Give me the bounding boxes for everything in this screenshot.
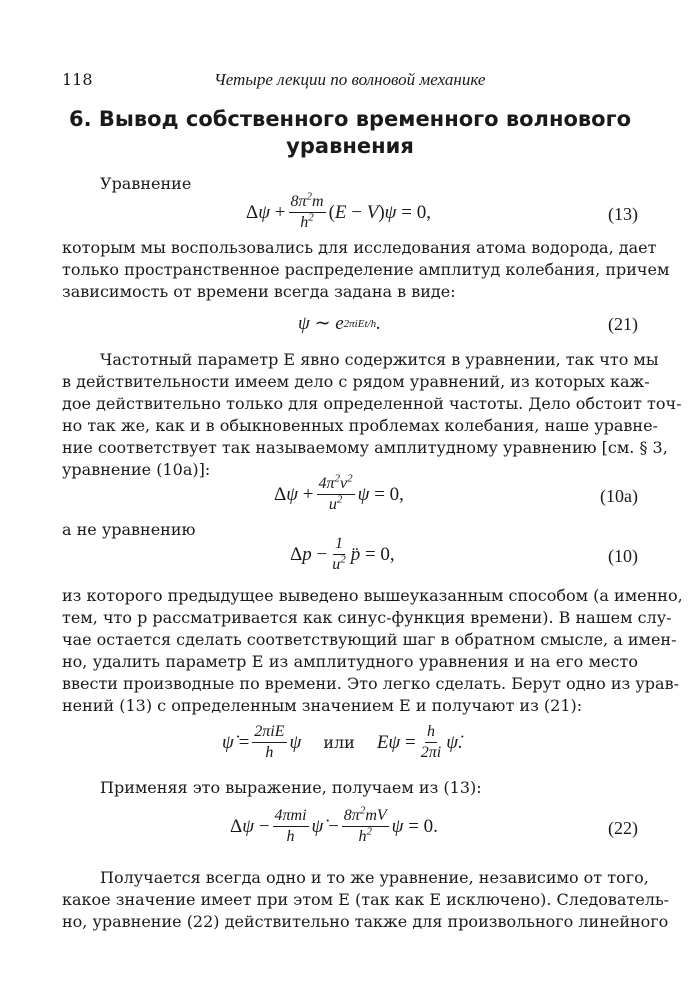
text-line: а не уравнению [62, 520, 196, 539]
text-line: но так же, как и в обыкновенных проблемах колебания, наше уравне- [62, 416, 658, 435]
section-title [62, 106, 638, 160]
equation-13-tag: (13) [608, 204, 638, 224]
text-line: дое действительно только для определенной частоты. Дело обстоит точ- [62, 394, 682, 413]
equation-10-body: Δ p − $\frac{1}{u^2}$ p̈ = 0, [290, 535, 395, 573]
text-line: Частотный параметр E явно содержится в уравнении, так что мы [100, 350, 659, 369]
text-line: но, удалить параметр E из амплитудного уравнения и на его место [62, 652, 638, 671]
section-title-line-1: 6. Вывод собственного временного волнового [68, 107, 631, 131]
text-line: Получается всегда одно и то же уравнение, независимо от того, [100, 868, 649, 887]
text-line: тем, что p рассматривается как синус-функция времени). В нашем слу- [62, 608, 672, 627]
text-line: в действительности имеем дело с рядом уравнений, из которых каж- [62, 372, 650, 391]
paragraph-intro: Уравнение [100, 174, 192, 193]
or-word: или [323, 733, 355, 752]
equation-21 [62, 306, 638, 342]
equation-21-body: ψ ∼ e 2πiEt/h . [298, 312, 381, 334]
text-line: Применяя это выражение, получаем из (13): [100, 778, 482, 797]
text-line: чае остается сделать соответствующий шаг в обратном смысле, а имен- [62, 630, 677, 649]
equation-22-body: Δ ψ − $\frac{\text{4πmi}}{h}$ ψ̇ − $\frac{8\pi^2mV}{h^2}$ ψ = 0. [230, 804, 438, 845]
equation-22-tag: (22) [608, 818, 638, 838]
running-header [62, 70, 638, 92]
equation-10a [62, 472, 638, 520]
text-line: ние соответствует так называемому амплитудному уравнению [см. § 3, [62, 438, 668, 457]
text-line: только пространственное распределение амплитуд колебания, причем [62, 260, 670, 279]
equation-22 [62, 804, 638, 852]
text-line: нений (13) с определенным значением E и получают из (21): [62, 696, 583, 715]
text-line: из которого предыдущее выведено вышеуказанным способом (а именно, [62, 586, 683, 605]
text-line: какое значение имеет при этом E (так как E исключено). Следователь- [62, 890, 670, 909]
text-line: но, уравнение (22) действительно также для произвольного линейного [62, 912, 669, 931]
equation-psi-dot [62, 720, 638, 768]
equation-psi-dot-body: ψ̇ = $\frac{\text{2πiE}}{h}$ ψ или Eψ = $\frac{h}{2\pi i}$ ψ̇. [222, 723, 463, 761]
running-title: Четыре лекции по волновой механике [214, 70, 486, 89]
equation-13-body: Δ ψ + $\frac{8\pi^2m}{h^2}$ ( E − V ) ψ = 0, [246, 190, 431, 231]
section-title-line-2: уравнения [286, 134, 414, 158]
text-line: которым мы воспользовались для исследования атома водорода, дает [62, 238, 657, 257]
equation-10a-tag: (10a) [600, 486, 638, 506]
text-line: ввести производные по времени. Это легко сделать. Берут одно из урав- [62, 674, 679, 693]
equation-21-tag: (21) [608, 314, 638, 334]
text-line: уравнение (10а)]: [62, 460, 211, 479]
equation-10 [62, 532, 638, 580]
equation-10a-body: Δ ψ + $\frac{4\pi^2\nu^2}{u^2}$ ψ = 0, [274, 472, 404, 513]
equation-10-tag: (10) [608, 546, 638, 566]
page-number: 118 [62, 70, 93, 89]
equation-13 [62, 190, 638, 238]
text-line: зависимость от времени всегда задана в виде: [62, 282, 456, 301]
